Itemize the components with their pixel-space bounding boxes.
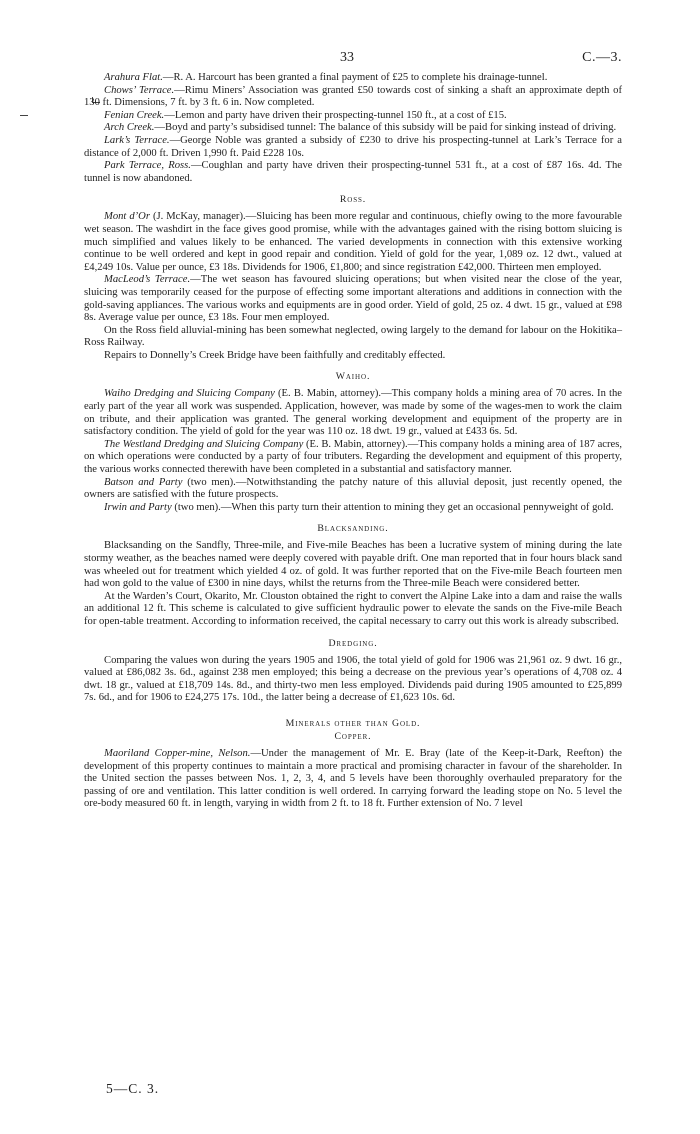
paragraph bbox=[84, 274, 622, 324]
paragraph bbox=[84, 110, 622, 123]
paragraph-lead: Chows’ Terrace. bbox=[104, 84, 175, 96]
paragraph-lead: Fenian Creek. bbox=[104, 109, 165, 121]
footer-signature: 5—C. 3. bbox=[106, 1081, 160, 1096]
paragraph bbox=[84, 655, 622, 705]
paragraph-text: (two men).—When this party turn their attention to mining they get an occasional pennyweight of gold. bbox=[171, 501, 614, 513]
paragraph-lead: MacLeod’s Terrace. bbox=[104, 274, 191, 286]
page-body bbox=[84, 50, 622, 811]
paragraph-text: —R. A. Harcourt has been granted a final payment of £25 to complete his drainage-tunnel. bbox=[162, 72, 548, 83]
section-waiho bbox=[84, 388, 622, 514]
heading-blacksanding: Blacksanding. bbox=[317, 523, 389, 535]
paragraph-text: Blacksanding on the Sandfly, Three-mile, and Five-mile Beaches has been a lucrative system of mining during the late stormy weather, as the beaches named were deeply covered with payable drift. One man reported that in four hours black sand was wheeled out for treatment which yielded 4 oz. of gold. It was further reported that on the Five-mile Beach fourteen men had won gold to the value of £300 in nine days, whilst the returns from the Three-mile Beach were considered better. bbox=[84, 540, 622, 590]
paragraph-text: —The wet season has favoured sluicing operations; but when visited near the close of the year, sluicing was temporarily ceased for the purpose of effecting some important alterations and additions in connection with the gold-saving appliances. The various works and equipments are in good order. Yield of gold, 25 oz. 4 dwt. 15 gr., valued at £98 8s. Average value per ounce, £3 18s. Four men employed. bbox=[84, 274, 622, 324]
heading-waiho: Waiho. bbox=[335, 371, 371, 383]
paragraph bbox=[84, 211, 622, 274]
paragraph-lead: Arch Creek. bbox=[104, 122, 155, 134]
paragraph-lead: Mont d’Or bbox=[104, 211, 150, 223]
paragraph-text: Comparing the values won during the years 1905 and 1906, the total yield of gold for 1906 was 21,961 oz. 9 dwt. 16 gr., valued at £86,082 3s. 6d., against 238 men employed; this being a decrease on the previous year’s operations of 4,708 oz. 4 dwt. 18 gr., valued at £18,709 14s. 8d., and thirty-two men less employed. Dividends paid during 1905 amounted to £25,899 7s. 6d., and for 1906 to £24,275 17s. 10d., the latter being a decrease of £1,623 10s. 6d. bbox=[84, 654, 622, 704]
paragraph-text: —Lemon and party have driven their prospecting-tunnel 150 ft., at a cost of £15. bbox=[164, 109, 507, 121]
section-copper bbox=[84, 748, 622, 811]
section-tunnels bbox=[84, 72, 622, 185]
paragraph-text: —George Noble was granted a subsidy of £230 to drive his prospecting-tunnel at Lark’s Terrace for a distance of 2,000 ft. Driven 1,990 ft. Paid £228 10s. bbox=[84, 134, 622, 159]
paragraph-lead: Batson and Party bbox=[104, 476, 183, 488]
paragraph bbox=[84, 325, 622, 350]
margin-dash bbox=[20, 115, 28, 116]
paragraph-text: —Rimu Miners’ Association was granted £50 towards cost of sinking a shaft an approximate depth of 130 ft. Dimensions, 7 ft. by 3 ft. 6 in. Now completed. bbox=[84, 84, 622, 109]
paragraph-text: —Coughlan and party have driven their prospecting-tunnel 531 ft., at a cost of £87 16s. 4d. The tunnel is now abandoned. bbox=[84, 160, 622, 184]
paragraph-text: (E. B. Mabin, attorney).—This company holds a mining area of 187 acres, on which operations were conducted by a party of four tributers. Regarding the development and equipment of this property, the various works connected therewith have been completed in a substantial and satisfactory manner. bbox=[84, 438, 622, 476]
paragraph bbox=[84, 439, 622, 477]
heading-dredging: Dredging. bbox=[328, 637, 378, 649]
paragraph-lead: Lark’s Terrace. bbox=[104, 134, 170, 146]
paragraph bbox=[84, 388, 622, 438]
paragraph-text: —Boyd and party’s subsidised tunnel: The balance of this subsidy will be paid for sinking instead of driving. bbox=[154, 122, 617, 134]
page-header bbox=[84, 50, 622, 72]
section-dredging bbox=[84, 655, 622, 705]
section-ross bbox=[84, 211, 622, 362]
paragraph-lead: Waiho Dredging and Sluicing Company bbox=[104, 388, 275, 400]
paragraph-text: Repairs to Donnelly’s Creek Bridge have been faithfully and creditably effected. bbox=[104, 349, 446, 361]
paragraph bbox=[84, 122, 622, 135]
paragraph bbox=[84, 502, 622, 515]
paragraph-text: (E. B. Mabin, attorney).—This company holds a mining area of 70 acres. In the early part of the year all work was suspended. Application, however, was made by some of the wages-men to work the claim on tribute, and their application was granted. The general working development and equipment of the property are in satisfactory condition. The yield of gold for the year was 110 oz. 18 dwt. 19 gr., valued at £433 6s. 5d. bbox=[84, 388, 622, 438]
paragraph bbox=[84, 477, 622, 502]
document-reference: C.—3. bbox=[582, 50, 622, 65]
paragraph-lead: Irwin and Party bbox=[104, 501, 172, 513]
paragraph bbox=[84, 85, 622, 110]
page-number: 33 bbox=[340, 50, 354, 65]
paragraph-lead: Maoriland Copper-mine, Nelson. bbox=[104, 747, 251, 759]
heading-copper: Copper. bbox=[334, 730, 372, 742]
paragraph-text: —Under the management of Mr. E. Bray (late of the Keep-it-Dark, Reefton) the development of this property continues to maintain a more practical and promising character in favour of the shareholder. In the United section the passes between Nos. 1, 2, 3, 4, and 5 levels have been thoroughly overhauled preparatory for the passing of ore and ventilation. This latter condition is well ordered. In carrying forward the leading stope on No. 5 level the ore-body measured 60 ft. in length, varying in width from 2 ft. to 18 ft. Further extension of No. 7 level bbox=[84, 747, 623, 810]
paragraph-text: (J. McKay, manager).—Sluicing has been more regular and continuous, chiefly owing to the more favourable wet season. The washdirt in the face gives good promise, while with the advantages gained with the rising bottom sluicing is much simplified and values likely to be enhanced. The varied developments in connection with this extensive working continue to be well ordered and kept in good repair and condition. Yield of gold for the year, 1,089 oz. 12 dwt., valued at £4,249 10s. Value per ounce, £3 18s. Dividends for 1906, £1,800; and since registration £42,000. Thirteen men employed. bbox=[84, 211, 622, 273]
paragraph bbox=[84, 591, 622, 629]
paragraph bbox=[84, 160, 622, 185]
paragraph-text: On the Ross field alluvial-mining has been somewhat neglected, owing largely to the demand for labour on the Hokitika–Ross Railway. bbox=[84, 324, 622, 349]
paragraph bbox=[84, 135, 622, 160]
heading-ross: Ross. bbox=[339, 194, 367, 206]
section-blacksanding bbox=[84, 540, 622, 628]
paragraph bbox=[84, 540, 622, 590]
paragraph-lead: Park Terrace, Ross. bbox=[104, 160, 191, 172]
paragraph-lead: Arahura Flat. bbox=[104, 72, 163, 83]
paragraph-lead: The Westland Dredging and Sluicing Company bbox=[104, 438, 304, 450]
paragraph bbox=[84, 350, 622, 363]
heading-minerals: Minerals other than Gold. bbox=[285, 717, 421, 729]
paragraph-text: (two men).—Notwithstanding the patchy nature of this alluvial deposit, just recently opened, the owners are satisfied with the future prospects. bbox=[84, 476, 622, 501]
paragraph bbox=[84, 72, 622, 85]
paragraph bbox=[84, 748, 622, 811]
paragraph-text: At the Warden’s Court, Okarito, Mr. Clouston obtained the right to convert the Alpine Lake into a dam and raise the walls an additional 12 ft. This scheme is calculated to give sufficient hydraulic power to elevate the sands on the Five-mile Beach for open-table treatment. According to information received, the capital necessary to carry out this work is already subscribed. bbox=[84, 590, 622, 627]
